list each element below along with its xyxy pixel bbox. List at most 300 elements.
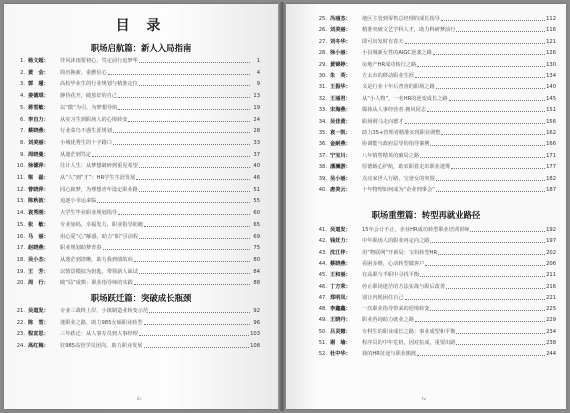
dot-leader — [134, 261, 250, 262]
entry-title: 从迷茫到清晰，助力我到绩航向 — [60, 256, 133, 263]
page-number: 75 — [253, 245, 260, 252]
entry-title: 从“人”到“才”：HR学生生涯发展 — [60, 175, 136, 181]
toc-entry — [14, 126, 260, 136]
toc-entry — [316, 25, 556, 35]
toc-entry — [14, 329, 260, 339]
dot-leader — [417, 66, 545, 67]
toc-entry — [316, 236, 556, 246]
entry-title: 伴风沐雨要初心，笃定前行追梦华 — [60, 58, 138, 64]
entry-title: 协调能与政府层导的指导案例 — [362, 141, 430, 148]
entry-title: 我的HR征途与职业搬渡 — [362, 351, 417, 358]
entry-title: 停止职场迷茫的方法实战与职后改善 — [362, 283, 446, 290]
page-number: 134 — [546, 73, 556, 79]
dot-leader — [113, 144, 250, 145]
page-number: 216 — [546, 283, 556, 290]
entry-number: 2. — [20, 69, 25, 76]
entry-number: 1. — [20, 58, 25, 64]
dot-leader — [433, 54, 545, 55]
entry-title: 职业咨询助力就业之路 — [362, 317, 414, 324]
dot-leader — [436, 180, 545, 181]
page-number: 187 — [546, 187, 556, 193]
toc-title: 目 录 — [115, 18, 167, 34]
entry-title: 一次职业指导带来的逆境转变 — [362, 306, 430, 313]
author-name: 程宣思： — [28, 331, 49, 338]
author-name: 蒋雪敏： — [28, 104, 49, 111]
entry-number: 23. — [16, 331, 25, 338]
toc-entry — [14, 220, 260, 230]
author-name: 郭 瑾： — [28, 81, 49, 88]
author-name: 陈 雪： — [28, 319, 49, 326]
dot-leader — [139, 238, 250, 239]
dot-leader — [436, 191, 545, 192]
entry-number: 48. — [318, 306, 327, 313]
dot-leader — [139, 62, 250, 63]
dot-leader — [415, 321, 545, 322]
author-name: 沈江伴： — [330, 249, 351, 256]
entry-number: 50. — [318, 328, 327, 335]
toc-entry — [14, 115, 260, 125]
page-number: 126 — [546, 50, 556, 57]
dot-leader — [118, 109, 250, 110]
page-number: 9 — [256, 81, 260, 88]
toc-entry — [316, 338, 556, 348]
entry-title: 破“局”成棋：职业指导师的实践 — [60, 280, 133, 287]
entry-number: 28. — [318, 50, 327, 57]
page-number: 156 — [546, 118, 556, 125]
entry-number: 30. — [318, 73, 327, 79]
author-name: 刘美丽： — [330, 27, 351, 34]
toc-entry — [14, 185, 260, 195]
page-number: 19 — [253, 104, 260, 111]
page-number: 202 — [546, 249, 556, 256]
page-number: 40 — [253, 163, 260, 170]
toc-entry — [14, 196, 260, 206]
author-name: 张 敏： — [28, 221, 49, 228]
toc-entry — [316, 105, 556, 115]
toc-entry — [316, 304, 556, 314]
author-name: 王和丽： — [330, 272, 351, 279]
page-number: 244 — [546, 351, 556, 358]
page-number: 238 — [546, 340, 556, 346]
toc-entry — [14, 243, 260, 253]
entry-number: 40. — [318, 187, 327, 193]
entry-title: 助力35+管理者精准实现职业调整 — [362, 130, 441, 136]
page-number: 171 — [546, 152, 556, 159]
dot-leader — [415, 77, 545, 78]
dot-leader — [430, 310, 545, 311]
toc-entry — [316, 259, 556, 269]
toc-entry — [14, 255, 260, 265]
entry-title: 方太市的移动职业生涯 — [362, 73, 414, 79]
entry-title: 用心爱“心”解惑，助力“职”引前程 — [60, 233, 139, 240]
entry-title: 小城优秀生的十字路口 — [60, 139, 112, 146]
page-number: 55 — [253, 198, 260, 205]
dot-leader — [441, 134, 545, 135]
entry-title: 即可出发时有春天 — [362, 38, 404, 45]
toc-entry — [316, 248, 556, 258]
page-number: 166 — [546, 141, 556, 148]
page-number: 13 — [253, 93, 260, 100]
entry-title: 以“微”为引，为梦想导航 — [60, 104, 118, 111]
page-number: 234 — [546, 328, 556, 335]
toc-entry — [316, 349, 556, 359]
dot-leader — [436, 88, 545, 89]
entry-title: 职业规划助梦青春 — [60, 245, 102, 252]
author-name: 刘美丽： — [28, 139, 49, 146]
toc-entry — [14, 56, 260, 66]
dot-leader — [405, 123, 546, 124]
author-name: 冯丽杰： — [330, 16, 351, 22]
author-name: 杜中华： — [330, 351, 351, 358]
entry-number: 35. — [318, 130, 327, 136]
author-name: 蔡晓燕： — [330, 260, 351, 267]
entry-title: 点亮家世人行路，宝爸女的突围 — [362, 175, 435, 182]
author-name: 王晓丹： — [330, 317, 351, 324]
page-number: 197 — [546, 238, 556, 245]
author-name: 杨文超： — [28, 58, 49, 64]
entry-number: 44. — [318, 260, 327, 267]
page-number: 108 — [250, 343, 260, 350]
page-number: 211 — [546, 272, 556, 279]
entry-number: 46. — [318, 283, 327, 290]
entry-number: 13. — [16, 198, 25, 205]
toc-entry — [14, 267, 260, 277]
page-number: 192 — [546, 227, 556, 233]
section-heading-leap: 职场跃迁篇：突破成长瓶颈 — [90, 293, 192, 303]
entry-number: 45. — [318, 272, 327, 279]
entry-number: 16. — [16, 233, 25, 240]
entry-number: 33. — [318, 107, 327, 114]
page-number: 145 — [546, 95, 556, 102]
page-number: 96 — [253, 319, 260, 326]
entry-title: 三年跃迁：从人事专员到人事经理 — [60, 331, 138, 338]
entry-number: 36. — [318, 141, 327, 148]
page-number: 24 — [253, 116, 260, 123]
entry-title: 从“小人物”，一名HR的逆变成长之路 — [362, 95, 448, 102]
toc-entry — [316, 139, 556, 149]
author-name: 周晓曼： — [28, 151, 49, 158]
entry-title: 厚德载心护航，助农职着走出职业迷雾 — [362, 164, 451, 171]
entry-title: 地区主管到零售总经理的成长指导 — [362, 16, 440, 22]
dot-leader — [430, 242, 545, 243]
dot-leader — [451, 168, 545, 169]
entry-number: 31. — [318, 84, 327, 91]
entry-number: 41. — [318, 227, 327, 233]
right-page — [286, 4, 566, 409]
entry-number: 38. — [318, 164, 327, 171]
entry-title: 专业加码，幸福发力，职业指导助跑 — [60, 221, 144, 228]
toc-entry — [316, 60, 556, 70]
entry-title: 十年物理如何成为“企业刑事会” — [362, 187, 435, 193]
dot-leader — [144, 347, 250, 348]
entry-number: 17. — [16, 245, 25, 252]
page-number: 84 — [253, 268, 260, 275]
dot-leader — [417, 355, 545, 356]
page-number: 37 — [253, 151, 260, 158]
entry-title: 别让内耗困住自己 — [362, 294, 404, 301]
dot-leader — [438, 254, 545, 255]
page-number: 112 — [546, 16, 556, 22]
entry-number: 37. — [318, 152, 327, 159]
entry-title: 精准突破文艺学科人才，助力科研梦前行 — [362, 27, 456, 34]
section-heading-launch: 职场启航篇：新人入局指南 — [90, 43, 192, 53]
entry-title: 从实习生到职场人的心境转变 — [60, 116, 128, 123]
entry-title: 迷职业之路，助力985女硕职业转型 — [60, 319, 143, 326]
page-number: 103 — [250, 331, 260, 338]
author-name: 宁宝川： — [330, 152, 351, 159]
dot-leader — [108, 74, 250, 75]
dot-leader — [441, 20, 545, 21]
page-number: 51 — [253, 186, 260, 193]
author-name: 陈秋彼： — [28, 198, 49, 205]
entry-title: 专科生的职业成长之路：事业成型和平衡 — [362, 328, 456, 335]
toc-entry — [316, 94, 556, 104]
dot-leader — [427, 111, 545, 112]
page-number: 116 — [546, 27, 556, 34]
entry-number: 32. — [318, 95, 327, 102]
author-name: 周 行： — [28, 280, 49, 287]
author-name: 吕灵娜： — [330, 328, 351, 335]
author-name: 黄 会： — [28, 69, 49, 76]
toc-entry — [316, 225, 556, 235]
author-name: 刘冬华： — [330, 38, 351, 45]
author-name: 袁秀刚： — [28, 210, 49, 217]
entry-number: 43. — [318, 249, 327, 256]
dot-leader — [425, 265, 545, 266]
entry-number: 26. — [318, 27, 327, 34]
author-name: 钱妊力： — [330, 238, 351, 245]
toc-entry — [14, 103, 260, 113]
dot-leader — [92, 156, 250, 157]
page-number: 28 — [253, 128, 260, 135]
page-number: 225 — [546, 306, 556, 313]
entry-number: 6. — [20, 116, 25, 123]
author-name: 丁方荣： — [330, 283, 351, 290]
dot-leader — [456, 31, 545, 32]
entry-title: 用“物联网”开新局：宝妈转型HR — [362, 249, 438, 256]
page-number: 151 — [546, 107, 556, 114]
entry-number: 39. — [318, 175, 327, 182]
entry-number: 18. — [16, 256, 25, 263]
toc-entry — [316, 48, 556, 58]
entry-title: 又是行业十年后普查的职场之路 — [362, 84, 435, 91]
entry-number: 8. — [20, 139, 25, 146]
toc-entry — [14, 79, 260, 89]
author-name: 王振华： — [330, 84, 351, 91]
dot-leader — [97, 202, 250, 203]
entry-title: 看困多维，心动转型做客户 — [362, 260, 425, 267]
dot-leader — [103, 249, 250, 250]
entry-title: 高校毕业生的行业规划与精准定位 — [60, 81, 138, 88]
dot-leader — [113, 132, 250, 133]
dot-leader — [128, 121, 250, 122]
entry-number: 49. — [318, 317, 327, 324]
entry-number: 34. — [318, 118, 327, 125]
page-folio: iii — [137, 397, 141, 402]
author-name: 郑明凤： — [330, 294, 351, 301]
toc-entry — [14, 232, 260, 242]
page-number: 1 — [256, 58, 260, 64]
entry-title: 小县城新女性的AIGC逆袭之路 — [362, 50, 432, 57]
dot-leader — [456, 344, 545, 345]
entry-title: 大学生毕业职业规划指导 — [60, 210, 118, 217]
toc-entry — [14, 306, 260, 316]
page-number: 46 — [253, 175, 260, 181]
dot-leader — [456, 333, 545, 334]
book-spine — [278, 2, 286, 411]
dot-leader — [118, 97, 250, 98]
entry-title: 从迷茫到笃定 — [60, 151, 92, 158]
dot-leader — [118, 214, 250, 215]
entry-title: 八年销售精英的破局之路 — [362, 152, 420, 159]
dot-leader — [136, 179, 250, 180]
dot-leader — [405, 299, 546, 300]
dot-leader — [144, 324, 250, 325]
entry-number: 3. — [20, 81, 25, 88]
page-number: 80 — [253, 256, 260, 263]
page-number: 229 — [546, 317, 556, 324]
toc-entry — [316, 315, 556, 325]
toc-entry — [14, 138, 260, 148]
toc-entry — [316, 174, 556, 184]
dot-leader — [149, 312, 250, 313]
entry-title: 以情景模拟为钥匙，带领新人面试 — [60, 268, 138, 275]
entry-number: 5. — [20, 104, 25, 111]
author-name: 姜德琪： — [28, 93, 49, 100]
toc-entry — [316, 128, 556, 138]
author-name: 王丽君： — [330, 95, 351, 102]
toc-entry — [14, 341, 260, 351]
author-name: 朱 英： — [330, 73, 351, 79]
author-name: 吴佳黄： — [330, 118, 351, 125]
page-number: 88 — [253, 280, 260, 287]
page-number: 162 — [546, 130, 556, 136]
entry-title: 媒体从人事经营者·拥风同志 — [362, 107, 426, 114]
dot-leader — [139, 335, 249, 336]
entry-title: 程序员的中年危机，因对抗成，重要出路 — [362, 340, 456, 346]
toc-entry — [14, 278, 260, 288]
page-number: 221 — [546, 294, 556, 301]
page-number: 92 — [253, 308, 260, 314]
author-name: 唐美云： — [330, 187, 351, 193]
entry-number: 11. — [16, 175, 25, 181]
entry-title: 简历换新，重燃信心 — [60, 69, 107, 76]
page-number: 60 — [253, 210, 260, 217]
entry-number: 4. — [20, 93, 25, 100]
author-name: 黄锦婷： — [330, 61, 351, 68]
toc-entry — [316, 71, 556, 81]
toc-entry — [14, 68, 260, 78]
author-name: 蔡晓燕： — [28, 128, 49, 135]
entry-number: 9. — [20, 151, 25, 158]
entry-title: 追逐小幸运来临 — [60, 198, 97, 205]
page-number: 206 — [546, 260, 556, 267]
page-number: 130 — [546, 61, 556, 68]
toc-entry — [316, 185, 556, 195]
dot-leader — [470, 231, 545, 232]
dot-leader — [139, 167, 250, 168]
toc-entry — [316, 293, 556, 303]
page-number: 121 — [546, 38, 556, 45]
toc-entry — [14, 173, 260, 183]
author-name: 高红梅： — [28, 343, 49, 350]
entry-number: 10. — [16, 163, 25, 170]
toc-entry — [316, 282, 556, 292]
author-name: 徐德萍： — [28, 163, 49, 170]
author-name: 金耐燕： — [330, 141, 351, 148]
author-name: 吴道发： — [330, 227, 351, 233]
page-number: 33 — [253, 139, 260, 146]
page-number: 65 — [253, 221, 260, 228]
entry-title: 房地产HR成功转行之路 — [362, 61, 417, 68]
dot-leader — [139, 191, 250, 192]
dot-leader — [139, 273, 250, 274]
entry-title: 静待花开，破茧好的自己 — [60, 93, 118, 100]
entry-number: 42. — [318, 238, 327, 245]
page-number: 69 — [253, 233, 260, 240]
entry-title: 行业菜鸟不惑生涯规划 — [60, 128, 112, 135]
dot-leader — [420, 276, 545, 277]
author-name: 曾晓萍： — [28, 186, 49, 193]
author-name: 李鑫鑫： — [330, 306, 351, 313]
toc-entry — [316, 37, 556, 47]
entry-number: 22. — [16, 319, 25, 326]
section-heading-reshape: 职场重塑篇：转型再就业路径 — [371, 210, 481, 220]
toc-entry — [14, 318, 260, 328]
dot-leader — [430, 145, 545, 146]
author-name: 谢 瑜： — [330, 340, 351, 346]
entry-number: 12. — [16, 186, 25, 193]
entry-title: 驻985高管学员团岗，助力职业发展 — [60, 343, 143, 350]
author-name: 徐小丽： — [330, 50, 351, 57]
entry-title: 同心致梦，为理想青年设定职业路 — [60, 186, 138, 193]
page-number: 140 — [546, 84, 556, 91]
page-number: 177 — [546, 164, 556, 171]
author-name: 王 芳： — [28, 268, 49, 275]
entry-title: 职场荆马走向德才 — [362, 118, 404, 125]
entry-number: 24. — [16, 343, 25, 350]
entry-title: 专业三战终上岸，小镇制造业转变示范 — [60, 308, 149, 314]
author-name: 赵晓燕： — [28, 245, 49, 252]
entry-title: 中年职场人的职业再定向之路 — [362, 238, 430, 245]
dot-leader — [405, 43, 546, 44]
author-name: 梁 磊： — [28, 175, 49, 181]
author-name: 宋海燕： — [330, 107, 351, 114]
entry-number: 25. — [318, 16, 327, 22]
toc-entry — [316, 151, 556, 161]
entry-number: 47. — [318, 294, 327, 301]
author-name: 吴小丽： — [330, 175, 351, 182]
author-name: 潘澜游： — [330, 164, 351, 171]
author-name: 李自力： — [28, 116, 49, 123]
toc-entry — [14, 208, 260, 218]
dot-leader — [446, 288, 545, 289]
entry-number: 52. — [318, 351, 327, 358]
entry-number: 51. — [318, 340, 327, 346]
toc-entry — [316, 14, 556, 24]
toc-entry — [14, 150, 260, 160]
entry-number: 27. — [318, 38, 327, 45]
toc-entry — [316, 327, 556, 337]
entry-title: 15年会计不止，企业HR成功转型职业培训讲师 — [362, 227, 470, 233]
left-page — [4, 4, 278, 409]
toc-entry — [316, 270, 556, 280]
author-name: 吴小杰： — [28, 256, 49, 263]
entry-title: 在高职与半职中寻找平衡 — [362, 272, 420, 279]
page-number: 182 — [546, 175, 556, 182]
author-name: 吴道发： — [28, 308, 49, 314]
toc-entry — [316, 82, 556, 92]
